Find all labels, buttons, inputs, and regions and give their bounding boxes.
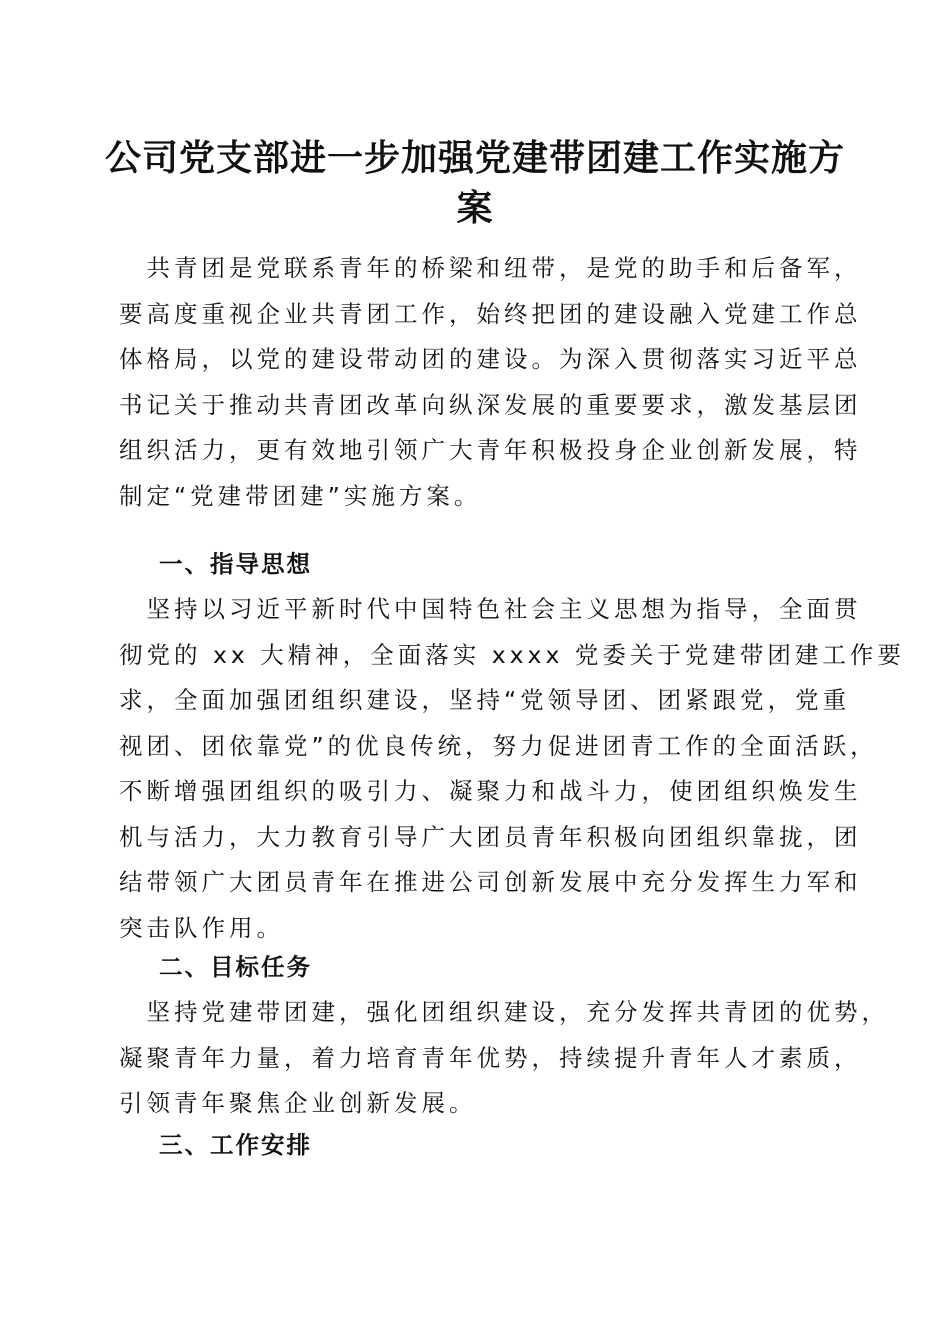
section-paragraph [119,990,889,1127]
text-line: 要高度重视企业共青团工作，始终把团的建设融入党建工作总 [119,299,862,328]
text-line: 共青团是党联系青年的桥梁和纽带，是党的助手和后备军， [119,254,862,282]
text-line: 书记关于推动共青团改革向纵深发展的重要要求，激发基层团 [119,390,862,419]
text-line: 凝聚青年力量，着力培育青年优势，持续提升青年人才素质， [119,1043,862,1072]
section-heading: 三、工作安排 [159,1131,312,1159]
text-line: 制定“党建带团建”实施方案。 [119,481,482,510]
section-paragraph [119,587,905,951]
text-line: 视团、团依靠党”的优良传统，努力促进团青工作的全面活跃， [119,731,878,760]
title-line: 案 [456,187,494,229]
section-heading: 二、目标任务 [159,953,312,981]
document-title [100,133,850,233]
text-line: 彻党的 xx 大精神，全面落实 xxxx 党委关于党建带团建工作要 [119,640,905,669]
text-line: 组织活力，更有效地引领广大青年积极投身企业创新发展，特 [119,436,862,464]
text-line: 结带领广大团员青年在推进公司创新发展中充分发挥生力军和 [119,868,862,896]
text-line: 不断增强团组织的吸引力、凝聚力和战斗力，使团组织焕发生 [119,777,862,805]
text-line: 体格局，以党的建设带动团的建设。为深入贯彻落实习近平总 [119,345,862,373]
text-line: 坚持党建带团建，强化团组织建设，充分发挥共青团的优势， [119,998,889,1026]
text-line: 坚持以习近平新时代中国特色社会主义思想为指导，全面贯 [119,595,862,623]
text-line: 突击队作用。 [119,913,284,942]
text-line: 引领青年聚焦企业创新发展。 [119,1089,477,1117]
title-line: 公司党支部进一步加强党建带团建工作实施方 [104,137,845,179]
text-line: 机与活力，大力教育引导广大团员青年积极向团组织靠拢，团 [119,822,862,851]
text-line: 求，全面加强团组织建设，坚持“党领导团、团紧跟党，党重 [119,686,851,714]
intro-paragraph [119,246,862,519]
section-heading: 一、指导思想 [159,550,312,578]
